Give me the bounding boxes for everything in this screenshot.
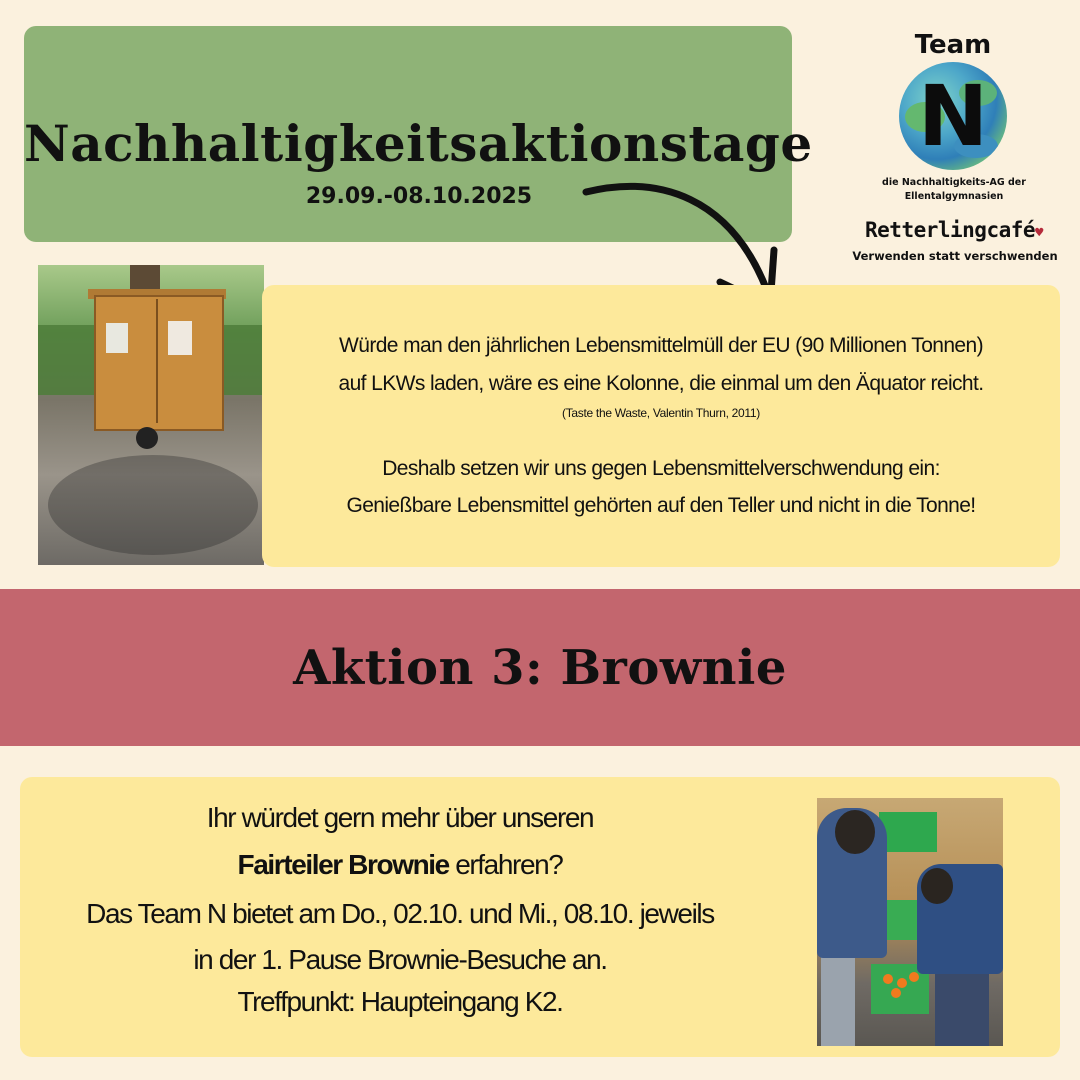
globe-icon — [899, 62, 1007, 170]
invitation-line: Ihr würdet gern mehr über unseren — [206, 802, 594, 833]
logo-team-label: Team — [914, 30, 992, 60]
logo-letter: N — [917, 67, 989, 165]
action-title: Aktion 3: Brownie — [293, 640, 787, 696]
students-fairteiler-photo — [817, 798, 1003, 1046]
logo-subtitle: die Nachhaltigkeits-AG der Ellentalgymnasien — [882, 177, 1026, 202]
invitation-line: Das Team N bietet am Do., 02.10. und Mi., 08.10. jeweils — [86, 898, 714, 929]
event-dates: 29.09.-08.10.2025 — [305, 184, 533, 209]
heart-icon: ♥ — [1035, 225, 1043, 241]
info-text-line: Würde man den jährlichen Lebensmittelmüll der EU (90 Millionen Tonnen) — [339, 334, 983, 357]
fairteiler-name: Fairteiler Brownie — [237, 849, 449, 880]
cafe-slogan: Verwenden statt verschwenden — [852, 249, 1058, 263]
meeting-point: Treffpunkt: Haupteingang K2. — [237, 986, 563, 1017]
info-text-line: auf LKWs laden, wäre es eine Kolonne, die einmal um den Äquator reicht. — [338, 372, 984, 395]
invitation-line: in der 1. Pause Brownie-Besuche an. — [193, 944, 607, 975]
info-source: (Taste the Waste, Valentin Thurn, 2011) — [562, 406, 760, 420]
cafe-name: Retterlingcafé♥ — [865, 218, 1043, 242]
page-title: Nachhaltigkeitsaktionstage — [24, 114, 813, 173]
fairteiler-cart-photo — [38, 265, 264, 565]
info-text-line: Genießbare Lebensmittel gehörten auf den Teller und nicht in die Tonne! — [346, 494, 976, 517]
invitation-line: Fairteiler Brownie erfahren? — [237, 849, 563, 880]
info-text-line: Deshalb setzen wir uns gegen Lebensmittelverschwendung ein: — [382, 457, 940, 480]
info-panel — [262, 285, 1060, 567]
